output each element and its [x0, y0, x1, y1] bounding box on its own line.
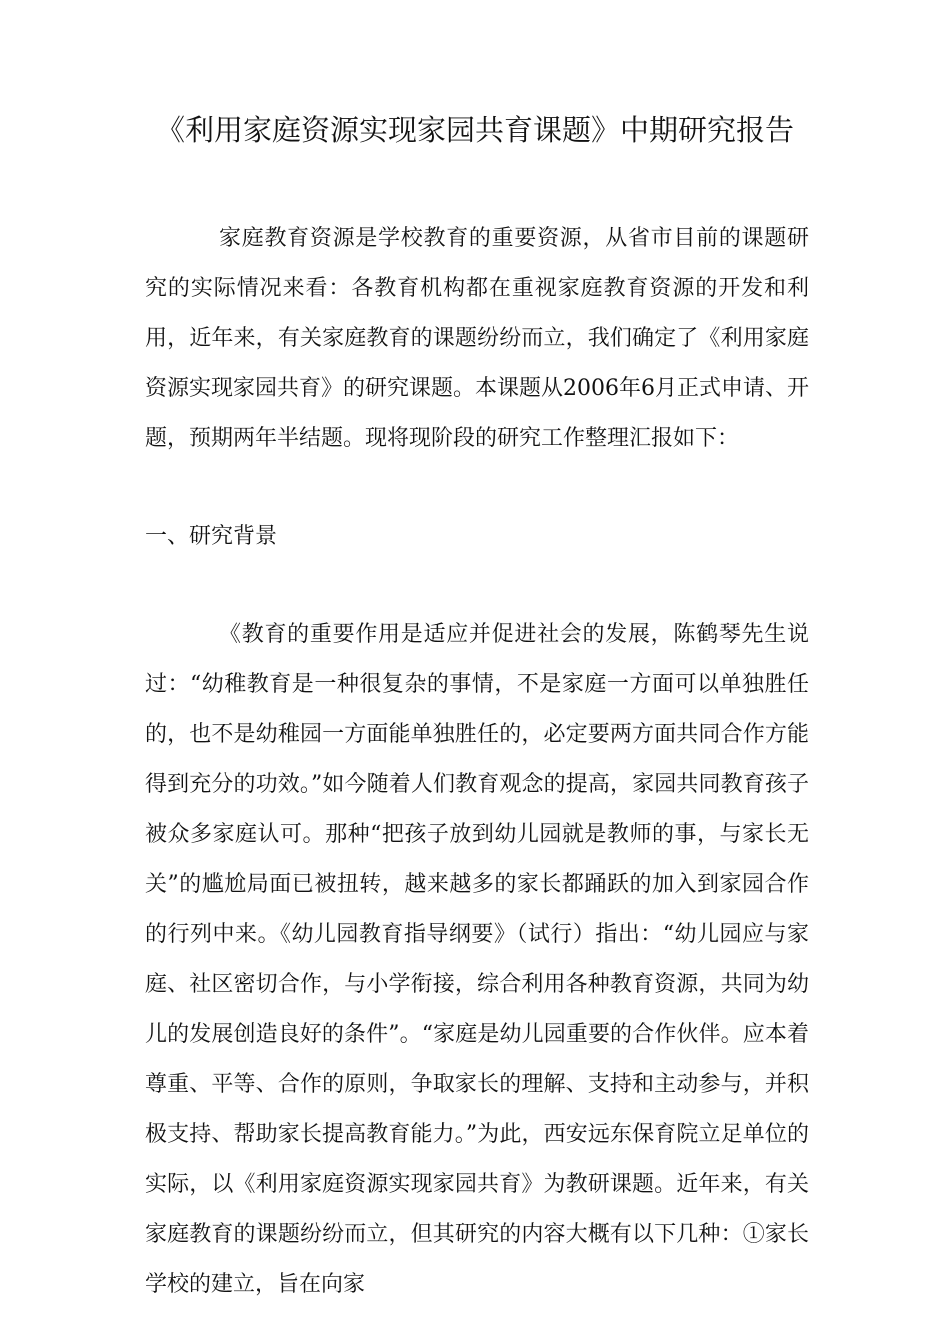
document-title: 《利用家庭资源实现家园共育课题》中期研究报告 — [155, 113, 794, 147]
section-heading-research-background: 一、研究背景 — [145, 524, 278, 549]
intro-paragraph: 家庭教育资源是学校教育的重要资源，从省市目前的课题研究的实际情况来看：各教育机构都在重视家庭教育资源的开发和利用，近年来，有关家庭教育的课题纷纷而立，我们确定了《利用家庭资源实现家园共育》的研究课题。本课题从2006年6月正式申请、开题，预期两年半结题。现将现阶段的研究工作整理汇报如下： — [145, 226, 809, 451]
background-paragraph: 《教育的重要作用是适应并促进社会的发展，陈鹤琴先生说过：“幼稚教育是一种很复杂的事情，不是家庭一方面可以单独胜任的，也不是幼稚园一方面能单独胜任的，必定要两方面共同合作方能得到充分的功效。”如今随着人们教育观念的提高，家园共同教育孩子被众多家庭认可。那种“把孩子放到幼儿园就是教师的事，与家长无关”的尴尬局面已被扭转，越来越多的家长都踊跃的加入到家园合作的行列中来。《幼儿园教育指导纲要》（试行）指出：“幼儿园应与家庭、社区密切合作，与小学衔接，综合利用各种教育资源，共同为幼儿的发展创造良好的条件”。“家庭是幼儿园重要的合作伙伴。应本着尊重、平等、合作的原则，争取家长的理解、支持和主动参与，并积极支持、帮助家长提高教育能力。”为此，西安远东保育院立足单位的实际，以《利用家庭资源实现家园共育》为教研课题。近年来，有关家庭教育的课题纷纷而立，但其研究的内容大概有以下几种：①家长学校的建立，旨在向家 — [145, 622, 809, 1297]
document-body — [145, 214, 809, 1310]
paragraph-spacer — [145, 562, 809, 610]
paragraph-spacer — [145, 464, 809, 512]
